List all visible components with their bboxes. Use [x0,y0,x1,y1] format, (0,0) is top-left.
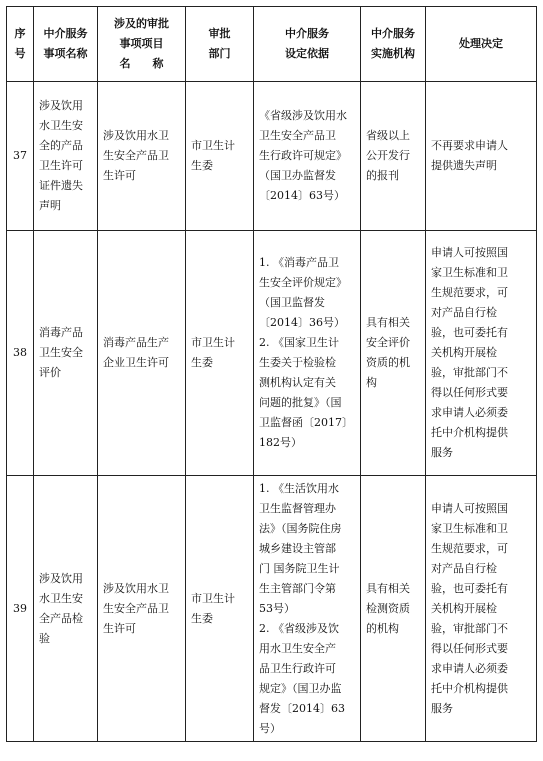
agency-cell: 具有相关 检测资质 的机构 [361,476,426,742]
header-decision: 处理决定 [426,7,537,82]
agency-cell: 具有相关 安全评价 资质的机 构 [361,231,426,476]
table-row [7,82,537,231]
header-approval-department: 审批 部门 [186,7,254,82]
approval-item-cell: 消毒产品生产 企业卫生许可 [98,231,186,476]
agency-cell: 省级以上 公开发行 的报刊 [361,82,426,231]
service-name-cell: 消毒产品 卫生安全 评价 [34,231,98,476]
approval-item-cell: 涉及饮用水卫 生安全产品卫 生许可 [98,82,186,231]
decision-cell: 不再要求申请人 提供遗失声明 [426,82,537,231]
decision-cell: 申请人可按照国 家卫生标准和卫 生规范要求，可 对产品自行检 验，也可委托有 关机构开展检 验，审批部门不 得以任何形式要 求申请人必须委 托中介机构提供 服务 [426,476,537,742]
header-serial-no: 序号 [7,7,34,82]
header-implementing-agency: 中介服务 实施机构 [361,7,426,82]
table-row [7,231,537,476]
approval-item-cell: 涉及饮用水卫 生安全产品卫 生许可 [98,476,186,742]
header-service-name: 中介服务 事项名称 [34,7,98,82]
table-row [7,476,537,742]
service-name-cell: 涉及饮用 水卫生安 全产品检 验 [34,476,98,742]
serial-no-cell: 39 [7,476,34,742]
basis-cell: 1. 《生活饮用水 卫生监督管理办 法》（国务院住房 城乡建设主管部 门 国务院卫生计 生主管部门令第 53号） 2. 《省级涉及饮 用水卫生安全产 品卫生行政许可 规定》（国卫办监 督发〔2014〕63 号） [254,476,361,742]
department-cell: 市卫生计 生委 [186,82,254,231]
header-approval-item: 涉及的审批 事项项目 名 称 [98,7,186,82]
department-cell: 市卫生计 生委 [186,231,254,476]
basis-cell: 1. 《消毒产品卫 生安全评价规定》 （国卫监督发 〔2014〕36号） 2. 《国家卫生计 生委关于检验检 测机构认定有关 问题的批复》（国 卫监督函〔2017〕 182号） [254,231,361,476]
header-row [7,7,537,82]
service-name-cell: 涉及饮用 水卫生安 全的产品 卫生许可 证件遗失 声明 [34,82,98,231]
header-legal-basis: 中介服务 设定依据 [254,7,361,82]
decision-cell: 申请人可按照国 家卫生标准和卫 生规范要求，可 对产品自行检 验，也可委托有 关机构开展检 验，审批部门不 得以任何形式要 求申请人必须委 托中介机构提供 服务 [426,231,537,476]
basis-cell: 《省级涉及饮用水 卫生安全产品卫 生行政许可规定》 （国卫办监督发 〔2014〕63号） [254,82,361,231]
department-cell: 市卫生计 生委 [186,476,254,742]
intermediary-services-table [6,6,537,742]
serial-no-cell: 37 [7,82,34,231]
serial-no-cell: 38 [7,231,34,476]
